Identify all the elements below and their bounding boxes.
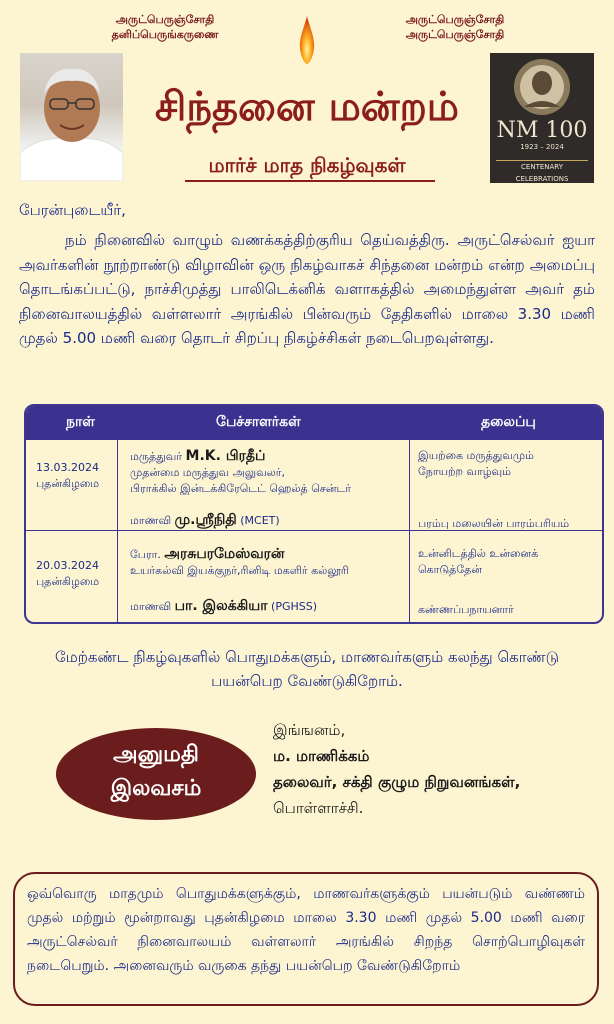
row2-topic1-line1: உன்னிடத்தில் உன்னைக்	[418, 547, 539, 560]
row2-speaker1-role1: உயர்கல்வி இயக்குநர்,ரினிடி மகளிர் கல்லூரி	[130, 564, 349, 577]
signature-block	[273, 717, 520, 821]
row2-speaker1-prefix: பேரா.	[130, 548, 161, 561]
free-entry-line1: அனுமதி	[113, 742, 199, 767]
header-topic: தலைப்பு	[481, 414, 536, 430]
closing-paragraph: மேற்கண்ட நிகழ்வுகளில் பொதுமக்களும், மாணவர்களும் கலந்து கொண்டு பயன்பெற வேண்டுகிறோம்.	[54, 648, 560, 690]
logo-years: 1923 – 2024	[520, 143, 564, 151]
logo-text: NM 100	[496, 118, 588, 143]
subtitle-underline	[185, 180, 435, 182]
row1-speaker2-prefix: மாணவி	[130, 514, 172, 527]
column-divider	[117, 440, 118, 622]
row2-speaker2	[130, 598, 405, 615]
table-header	[26, 406, 602, 440]
row1-speaker1-role1: முதன்மை மருத்துவ அலுவலர்,	[130, 466, 286, 479]
row2-topic1	[418, 546, 598, 578]
row1-topic2: பரம்பு மலையின் பாரம்பரியம்	[418, 517, 570, 530]
schedule-table	[24, 404, 604, 624]
row2-topic1-line2: கொடுத்தேன்	[418, 563, 482, 576]
row1-topic1-line2: நோயற்ற வாழ்வும்	[418, 465, 512, 478]
greeting: பேரன்புடையீர்,	[19, 201, 126, 219]
row1-speaker2-name: மு.ஸ்ரீநிதி	[174, 512, 237, 528]
header-left-line2: தனிப்பெருங்கருணை	[111, 28, 219, 41]
footer-notice	[13, 872, 599, 1006]
row1-speaker2-inst: (MCET)	[240, 514, 280, 527]
column-divider	[409, 440, 410, 622]
row1-day: புதன்கிழமை	[36, 477, 100, 490]
intro-paragraph	[19, 228, 595, 351]
row2-speaker1	[130, 546, 405, 579]
header-left-line1: அருட்பெருஞ்சோதி	[115, 13, 215, 26]
table-row	[36, 558, 99, 590]
header-right-line1: அருட்பெருஞ்சோதி	[405, 13, 505, 26]
row2-day: புதன்கிழமை	[36, 575, 100, 588]
row1-speaker2	[130, 512, 405, 529]
row1-speaker1	[130, 448, 405, 497]
signature-place: பொள்ளாச்சி.	[273, 799, 364, 817]
free-entry-line2: இலவசம்	[110, 776, 202, 801]
intro-text: நம் நினைவில் வாழும் வணக்கத்திற்குரிய தெய்வத்திரு. அருட்செல்வர் ஐயா அவர்களின் நூற்றாண்டு விழாவின் ஒரு நிகழ்வாகச் சிந்தனை மன்றம் என்ற அமைப்பு தொடங்கப்பட்டு, நாச்சிமுத்து பாலிடெக்னிக் வளாகத்தில் அமைந்துள்ள அவர் தம் நினைவாலயத்தில் வள்ளலார் அரங்கில் பின்வரும் தேதிகளில் மாலை 3.30 மணி முதல் 5.00 மணி வரை தொடர் சிறப்பு நிகழ்ச்சிகள் நடைபெறவுள்ளது.	[19, 231, 595, 347]
footer-text: ஒவ்வொரு மாதமும் பொதுமக்களுக்கும், மாணவர்களுக்கும் பயன்படும் வண்ணம் முதல் மற்றும் மூன்றாவது புதன்கிழமை மாலை 3.30 மணி முதல் 5.00 மணி வரை அருட்செல்வர் நினைவாலயம் வள்ளலார் அரங்கில் சிறந்த சொற்பொழிவுகள் நடைபெறும். அனைவரும் வருகை தந்து பயன்பெற வேண்டுகிறோம்	[27, 886, 585, 974]
row1-topic1-line1: இயற்கை மருத்துவமும்	[418, 449, 534, 462]
row1-topic1	[418, 448, 598, 480]
row1-speaker1-role2: பிராக்கில் இன்டக்கிரேடெட் ஹெல்த் சென்டர்	[130, 482, 352, 495]
closing-text	[0, 645, 614, 693]
lamp-flame-icon	[297, 14, 317, 66]
header-date: நாள்	[66, 414, 95, 430]
header-right-text	[385, 12, 525, 42]
logo-tagline: CENTENARY CELEBRATIONS	[496, 160, 588, 185]
row2-speaker2-prefix: மாணவி	[130, 600, 172, 613]
row1-speaker1-name: M.K. பிரதீப்	[185, 448, 266, 464]
header-speakers: பேச்சாளர்கள்	[216, 414, 301, 430]
header-left-text	[95, 12, 235, 42]
header-right-line2: அருட்பெருஞ்சோதி	[405, 28, 505, 41]
signature-name: ம. மாணிக்கம்	[273, 747, 370, 765]
signature-title: தலைவர், சக்தி குழும நிறுவனங்கள்,	[273, 773, 521, 791]
row2-speaker2-inst: (PGHSS)	[271, 600, 318, 613]
free-entry-badge	[56, 728, 256, 820]
page-title: சிந்தனை மன்றம்	[154, 84, 459, 130]
row2-date: 20.03.2024	[36, 559, 99, 572]
row2-topic2: கண்ணப்பநாயனார்	[418, 603, 514, 616]
table-row	[36, 460, 99, 492]
signature-salutation: இங்ஙனம்,	[273, 721, 346, 739]
row1-speaker1-prefix: மருத்துவர்	[130, 450, 183, 463]
row2-speaker2-name: பா. இலக்கியா	[174, 598, 268, 614]
row2-speaker1-name: அரசுபரமேஸ்வரன்	[164, 546, 285, 562]
page-subtitle: மார்ச் மாத நிகழ்வுகள்	[208, 153, 406, 177]
row1-date: 13.03.2024	[36, 461, 99, 474]
